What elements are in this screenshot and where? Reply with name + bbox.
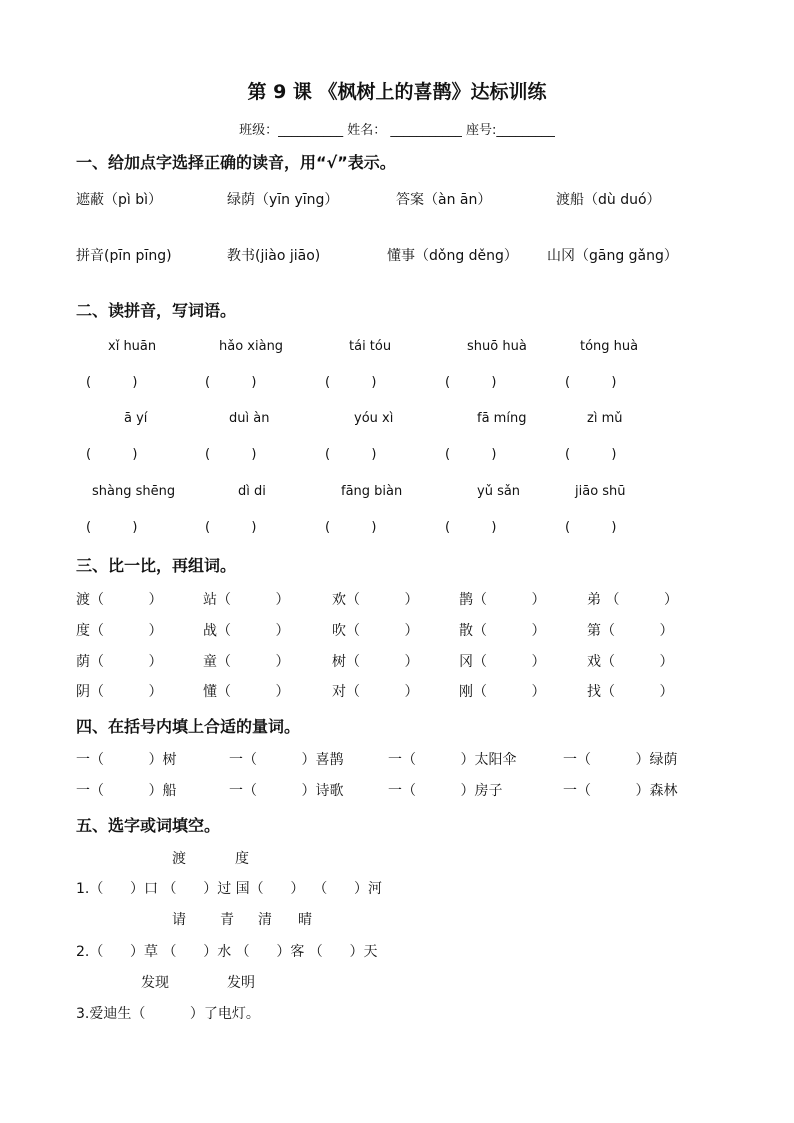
answer-blank[interactable]: ( ) bbox=[325, 447, 377, 462]
compare-item[interactable]: 吹（ ） bbox=[332, 623, 419, 639]
section1-item: 拼音(pīn pīng) bbox=[76, 248, 172, 264]
pinyin-label: tái tóu bbox=[349, 339, 392, 354]
compare-item[interactable]: 站（ ） bbox=[203, 592, 290, 608]
answer-blank[interactable]: ( ) bbox=[325, 375, 377, 390]
answer-blank[interactable]: ( ) bbox=[445, 447, 497, 462]
section1-item: 懂事（dǒng děng） bbox=[387, 248, 518, 264]
answer-blank[interactable]: ( ) bbox=[86, 520, 138, 535]
measure-word-item[interactable]: 一（ ）房子 bbox=[388, 783, 503, 799]
pinyin-label: hǎo xiàng bbox=[219, 339, 284, 354]
section1-item: 遮蔽（pì bì） bbox=[76, 192, 163, 208]
pinyin-label: xǐ huān bbox=[108, 339, 157, 354]
section1-item: 山冈（gāng gǎng） bbox=[547, 248, 678, 264]
answer-blank[interactable]: ( ) bbox=[445, 520, 497, 535]
compare-item[interactable]: 战（ ） bbox=[203, 623, 290, 639]
compare-item[interactable]: 阴（ ） bbox=[76, 684, 163, 700]
compare-item[interactable]: 刚（ ） bbox=[459, 684, 546, 700]
section1-item: 绿荫（yīn yīng） bbox=[227, 192, 339, 208]
measure-word-item[interactable]: 一（ ）绿荫 bbox=[563, 752, 678, 768]
word-option: 发明 bbox=[227, 975, 255, 991]
compare-item[interactable]: 戏（ ） bbox=[587, 654, 674, 670]
answer-blank[interactable]: ( ) bbox=[325, 520, 377, 535]
compare-item[interactable]: 树（ ） bbox=[332, 654, 419, 670]
compare-item[interactable]: 冈（ ） bbox=[459, 654, 546, 670]
fill-question-2[interactable]: 2.（ ）草 （ ）水 （ ）客 （ ）天 bbox=[76, 944, 378, 960]
answer-blank[interactable]: ( ) bbox=[565, 375, 617, 390]
word-option: 度 bbox=[235, 851, 249, 867]
answer-blank[interactable]: ( ) bbox=[86, 375, 138, 390]
compare-item[interactable]: 童（ ） bbox=[203, 654, 290, 670]
word-option: 青 bbox=[220, 912, 234, 928]
measure-word-item[interactable]: 一（ ）船 bbox=[76, 783, 177, 799]
word-option: 晴 bbox=[298, 912, 312, 928]
measure-word-item[interactable]: 一（ ）喜鹊 bbox=[229, 752, 344, 768]
pinyin-label: ā yí bbox=[124, 411, 148, 426]
pinyin-label: yǔ sǎn bbox=[477, 484, 521, 499]
compare-item[interactable]: 渡（ ） bbox=[76, 592, 163, 608]
section1-item: 教书(jiào jiāo) bbox=[227, 248, 321, 264]
measure-word-item[interactable]: 一（ ）太阳伞 bbox=[388, 752, 517, 768]
answer-blank[interactable]: ( ) bbox=[565, 520, 617, 535]
word-option: 请 bbox=[172, 912, 186, 928]
compare-item[interactable]: 弟 （ ） bbox=[587, 592, 678, 608]
pinyin-label: fāng biàn bbox=[341, 484, 403, 499]
answer-blank[interactable]: ( ) bbox=[205, 375, 257, 390]
compare-item[interactable]: 第（ ） bbox=[587, 623, 674, 639]
answer-blank[interactable]: ( ) bbox=[565, 447, 617, 462]
compare-item[interactable]: 欢（ ） bbox=[332, 592, 419, 608]
compare-item[interactable]: 鹊（ ） bbox=[459, 592, 546, 608]
compare-item[interactable]: 荫（ ） bbox=[76, 654, 163, 670]
measure-word-item[interactable]: 一（ ）诗歌 bbox=[229, 783, 344, 799]
compare-item[interactable]: 度（ ） bbox=[76, 623, 163, 639]
measure-word-item[interactable]: 一（ ）树 bbox=[76, 752, 177, 768]
pinyin-label: zì mǔ bbox=[587, 411, 623, 426]
pinyin-label: fā míng bbox=[477, 411, 527, 426]
section2-heading: 二、读拼音，写词语。 bbox=[76, 301, 237, 320]
compare-item[interactable]: 懂（ ） bbox=[203, 684, 290, 700]
word-option: 发现 bbox=[141, 975, 169, 991]
section1-item: 渡船（dù duó） bbox=[556, 192, 661, 208]
section1-item: 答案（àn ān） bbox=[396, 192, 492, 208]
pinyin-label: tóng huà bbox=[580, 339, 639, 354]
pinyin-label: shàng shēng bbox=[92, 484, 176, 499]
compare-item[interactable]: 散（ ） bbox=[459, 623, 546, 639]
student-info-line: 班级：__________ 姓名： ___________ 座号:_________ bbox=[239, 123, 555, 138]
compare-item[interactable]: 对（ ） bbox=[332, 684, 419, 700]
fill-question-1[interactable]: 1.（ ）口 （ ）过 国（ ） （ ）河 bbox=[76, 881, 382, 897]
pinyin-label: yóu xì bbox=[354, 411, 394, 426]
compare-item[interactable]: 找（ ） bbox=[587, 684, 674, 700]
pinyin-label: dì di bbox=[238, 484, 266, 499]
pinyin-label: jiāo shū bbox=[575, 484, 626, 499]
section4-heading: 四、在括号内填上合适的量词。 bbox=[76, 717, 301, 736]
section3-heading: 三、比一比，再组词。 bbox=[76, 556, 237, 575]
answer-blank[interactable]: ( ) bbox=[205, 447, 257, 462]
page-title: 第 9 课 《枫树上的喜鹊》达标训练 bbox=[247, 81, 547, 103]
pinyin-label: shuō huà bbox=[467, 339, 527, 354]
word-option: 渡 bbox=[172, 851, 186, 867]
measure-word-item[interactable]: 一（ ）森林 bbox=[563, 783, 678, 799]
word-option: 清 bbox=[258, 912, 272, 928]
fill-question-3[interactable]: 3.爱迪生（ ）了电灯。 bbox=[76, 1006, 260, 1022]
section5-heading: 五、选字或词填空。 bbox=[76, 816, 221, 835]
answer-blank[interactable]: ( ) bbox=[445, 375, 497, 390]
answer-blank[interactable]: ( ) bbox=[86, 447, 138, 462]
pinyin-label: duì àn bbox=[229, 411, 270, 426]
section1-heading: 一、给加点字选择正确的读音，用“√”表示。 bbox=[76, 153, 396, 172]
answer-blank[interactable]: ( ) bbox=[205, 520, 257, 535]
